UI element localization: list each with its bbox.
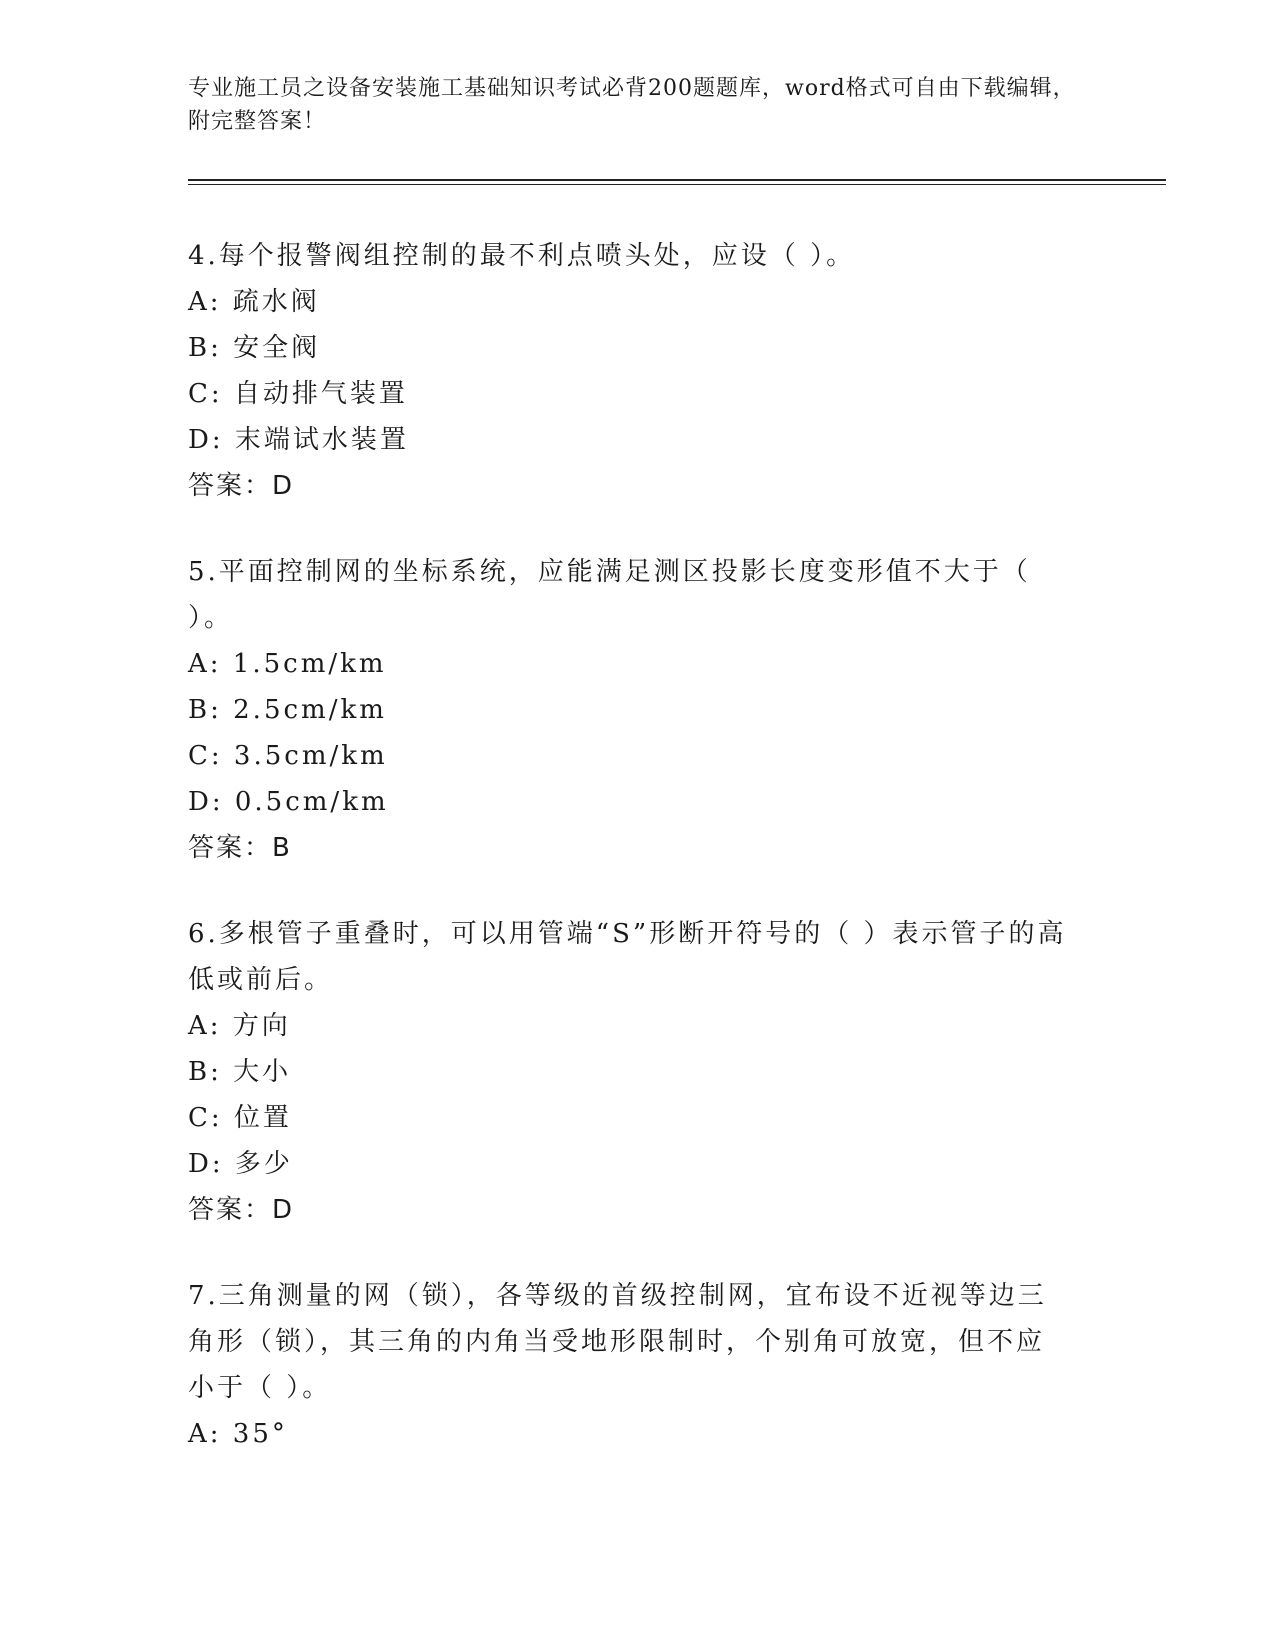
option-a: A: 35° xyxy=(188,1419,288,1449)
header-title: 专业施工员之设备安装施工基础知识考试必背200题题库，word格式可自由下载编辑，附完整答案！ xyxy=(188,76,1076,134)
header-divider-thin xyxy=(188,184,1166,185)
document-header xyxy=(188,72,1088,138)
option-a: A: 疏水阀 xyxy=(188,287,320,317)
answer: 答案：B xyxy=(188,833,292,863)
option-c: C: 3.5cm/km xyxy=(188,741,388,771)
question-list xyxy=(188,233,1068,1497)
option-c: C: 位置 xyxy=(188,1103,292,1133)
option-b: B: 大小 xyxy=(188,1057,292,1087)
question-5 xyxy=(188,549,1068,871)
option-d: D: 0.5cm/km xyxy=(188,787,389,817)
question-6 xyxy=(188,911,1068,1233)
option-c: C: 自动排气装置 xyxy=(188,379,408,409)
option-a: A: 方向 xyxy=(188,1011,291,1041)
question-stem: 4.每个报警阀组控制的最不利点喷头处，应设（ ）。 xyxy=(188,241,856,271)
option-b: B: 安全阀 xyxy=(188,333,321,363)
option-d: D: 末端试水装置 xyxy=(188,425,409,455)
question-stem: 7.三角测量的网（锁），各等级的首级控制网，宜布设不近视等边三角形（锁），其三角的内角当受地形限制时，个别角可放宽，但不应小于（ ）。 xyxy=(188,1281,1047,1403)
option-d: D: 多少 xyxy=(188,1149,293,1179)
option-a: A: 1.5cm/km xyxy=(188,649,387,679)
question-stem: 5.平面控制网的坐标系统，应能满足测区投影长度变形值不大于（ ）。 xyxy=(188,557,1031,633)
question-4 xyxy=(188,233,1068,509)
question-stem: 6.多根管子重叠时，可以用管端“S”形断开符号的（ ）表示管子的高低或前后。 xyxy=(188,919,1067,995)
answer: 答案：D xyxy=(188,1195,295,1225)
question-7 xyxy=(188,1273,1068,1457)
answer: 答案：D xyxy=(188,471,295,501)
option-b: B: 2.5cm/km xyxy=(188,695,387,725)
header-divider-thick xyxy=(188,179,1166,181)
